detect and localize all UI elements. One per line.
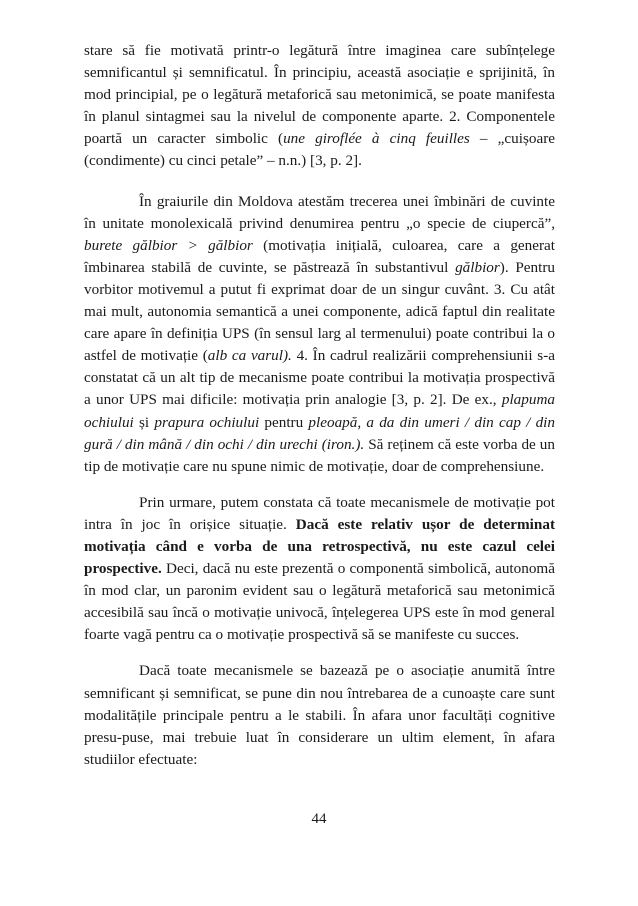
italic-text: plapuma ochiului: [84, 391, 555, 431]
text-run: pentru: [259, 413, 309, 431]
italic-text: gălbior: [455, 258, 500, 276]
text-run: Prin urmare, putem constata că toate mecanismele de motivație pot intra în joc în orișice situație.: [84, 493, 555, 533]
paragraph-4: [84, 660, 555, 770]
document-page: [84, 40, 555, 771]
text-run: ,: [357, 413, 367, 431]
paragraph-1: [84, 40, 555, 173]
italic-text: a da din umeri / din cap / din gură / din mână / din ochi / din urechi (iron.).: [84, 413, 555, 453]
italic-text: burete gălbior > gălbior: [84, 236, 253, 254]
text-run: – „cuișoare (condimente) cu cinci petale” – n.n.) [3, p. 2].: [84, 130, 555, 170]
text-run: (motivația inițială, culoarea, care a generat îmbinarea stabilă de cuvinte, se păstrează în substantivul: [84, 236, 556, 276]
italic-text: alb ca varul).: [207, 347, 292, 365]
text-run: stare să fie motivată printr-o legătură între imaginea care subînțelege semnificantul și semnificatul. În principiu, această asociație e sprijinită, în mod principial, pe o legătură metaforică sau metonimică, se poate manifesta în planul sintagmei sau la nivelul de componente aparte. 2. Componentele poartă un caracter simbolic (: [84, 42, 555, 148]
italic-text: prapura ochiului: [154, 413, 260, 431]
italic-text: une giroflée à cinq feuilles: [283, 130, 470, 148]
text-run: În graiurile din Moldova atestăm trecerea unei îmbinări de cuvinte în unitate monolexicală privind denumirea pentru „o specie de ciupercă”,: [84, 192, 555, 232]
page-number: 44: [311, 811, 327, 827]
text-run: Deci, dacă nu este prezentă o componentă simbolică, autonomă în mod clar, un paronim evident sau o legătură metaforică sau metonimică accesibilă sau încă o motivație univocă, înțelegerea UPS este în mod general foarte vagă pentru ca o motivație prospectivă să se manifeste cu succes.: [84, 560, 555, 644]
paragraph-2: [84, 191, 555, 478]
text-run: Dacă toate mecanismele se bazează pe o asociație anumită între semnificant și semnificat, se pune din nou întrebarea de a cunoaște care sunt modalitățile principale pentru a le stabili. În afara unor facultăți cognitive presu-puse, mai trebuie luat în considerare un ultim element, în afara studiilor efectuate:: [84, 662, 555, 768]
text-run: Să reținem că este vorba de un tip de motivație care nu spune nimic de motivație, doar de comprehensiune.: [84, 435, 555, 475]
text-run: și: [133, 413, 155, 431]
bold-text: Dacă este relativ ușor de determinat motivația când e vorba de una retrospectivă, nu este cazul celei prospective.: [84, 515, 555, 578]
text-run: ). Pentru vorbitor motivemul a putut fi exprimat doar de un singur cuvânt. 3. Cu atât mai mult, autonomia semantică a unei componente, adică faptul din realitate care apare în definiția UPS (în sensul larg al termenului) poate contribui la o astfel de motivație (: [84, 258, 555, 365]
paragraph-3: [84, 492, 555, 647]
text-run: 4. În cadrul realizării comprehensiunii s-a constatat că un alt tip de mecanisme poate contribui la motivația prospectivă a unor UPS mai dificile: motivația prin analogie [3, p. 2]. De ex.,: [84, 347, 555, 409]
italic-text: pleoapă: [308, 413, 358, 431]
